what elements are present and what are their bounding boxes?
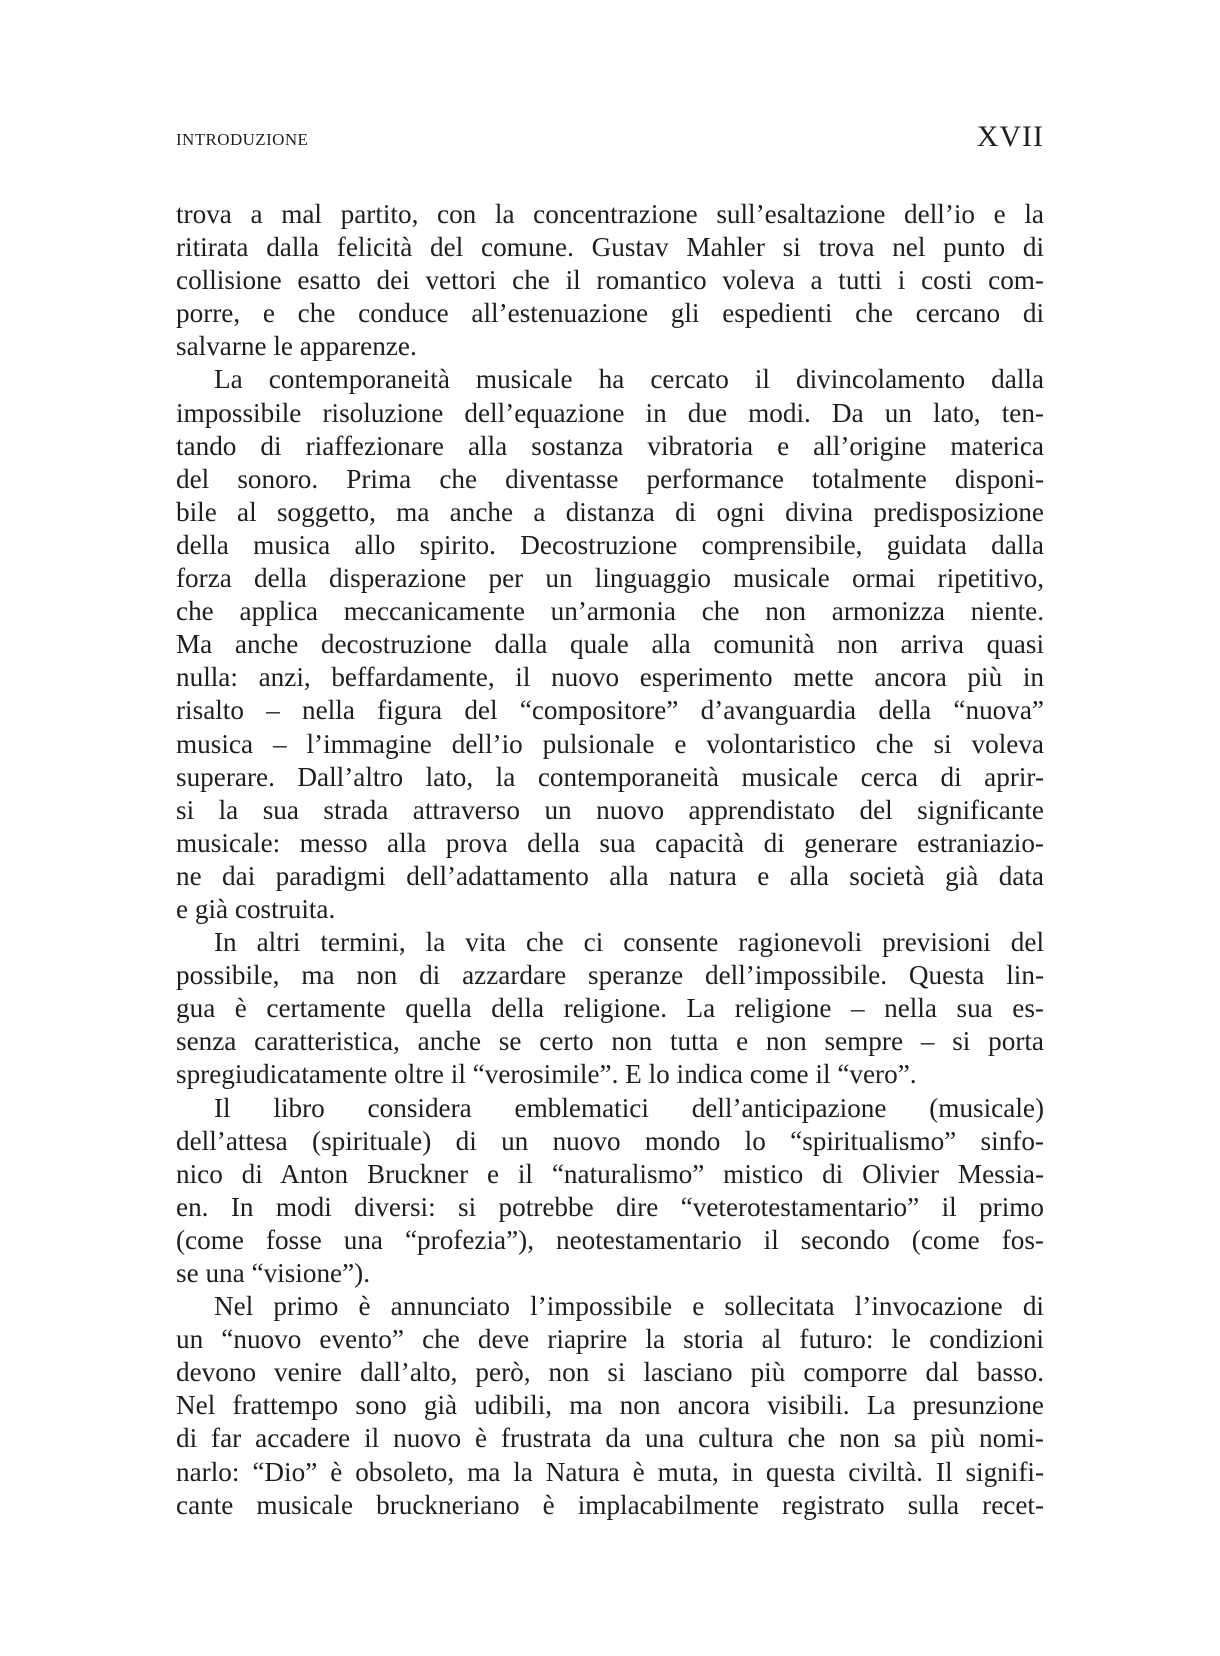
text-line: nico di Anton Bruckner e il “naturalismo” mistico di Olivier Messia-	[176, 1158, 1044, 1189]
text-line: musicale: messo alla prova della sua capacità di generare estraniazio-	[176, 827, 1044, 858]
text-line: dell’attesa (spirituale) di un nuovo mondo lo “spiritualismo” sinfo-	[176, 1125, 1044, 1156]
text-line: senza caratteristica, anche se certo non tutta e non sempre – si porta	[176, 1026, 1044, 1057]
text-line: si la sua strada attraverso un nuovo apprendistato del significante	[176, 794, 1044, 825]
text-line: salvarne le apparenze.	[176, 331, 417, 362]
text-line: se una “visione”).	[176, 1258, 371, 1288]
text-line: collisione esatto dei vettori che il romantico voleva a tutti i costi com-	[176, 265, 1044, 296]
text-line: tando di riaffezionare alla sostanza vibratoria e all’origine materica	[176, 430, 1044, 461]
text-line: che applica meccanicamente un’armonia che non armonizza niente.	[176, 596, 1044, 627]
text-line: Ma anche decostruzione dalla quale alla comunità non arriva quasi	[176, 629, 1044, 660]
text-line: cante musicale bruckneriano è implacabilmente registrato sulla recet-	[176, 1489, 1044, 1520]
text-line: superare. Dall’altro lato, la contemporaneità musicale cerca di aprir-	[176, 761, 1044, 792]
text-line: gua è certamente quella della religione. La religione – nella sua es-	[176, 993, 1044, 1024]
text-line: en. In modi diversi: si potrebbe dire “veterotestamentario” il primo	[176, 1191, 1044, 1222]
text-line: impossibile risoluzione dell’equazione in due modi. Da un lato, ten-	[176, 397, 1044, 428]
text-line: possibile, ma non di azzardare speranze dell’impossibile. Questa lin-	[176, 960, 1044, 991]
text-line: trova a mal partito, con la concentrazione sull’esaltazione dell’io e la	[176, 199, 1044, 229]
text-line: forza della disperazione per un linguaggio musicale ormai ripetitivo,	[176, 563, 1044, 594]
text-line: Nel primo è annunciato l’impossibile e sollecitata l’invocazione di	[214, 1291, 1044, 1322]
page-number: XVII	[976, 120, 1044, 153]
running-header	[176, 118, 1044, 158]
text-line: risalto – nella figura del “compositore” d’avanguardia della “nuova”	[176, 695, 1044, 726]
text-line: della musica allo spirito. Decostruzione comprensibile, guidata dalla	[176, 529, 1044, 560]
text-line: porre, e che conduce all’estenuazione gli espedienti che cercano di	[176, 298, 1044, 329]
text-line: di far accadere il nuovo è frustrata da una cultura che non sa più nomi-	[176, 1423, 1044, 1454]
text-line: del sonoro. Prima che diventasse performance totalmente disponi-	[176, 463, 1044, 494]
text-line: bile al soggetto, ma anche a distanza di ogni divina predisposizione	[176, 496, 1044, 527]
text-line: narlo: “Dio” è obsoleto, ma la Natura è muta, in questa civiltà. Il signifi-	[176, 1456, 1044, 1487]
text-line: La contemporaneità musicale ha cercato il divincolamento dalla	[214, 364, 1044, 395]
text-line: e già costruita.	[176, 893, 336, 924]
text-line: ritirata dalla felicità del comune. Gustav Mahler si trova nel punto di	[176, 232, 1044, 263]
text-line: (come fosse una “profezia”), neotestamentario il secondo (come fos-	[176, 1224, 1044, 1255]
running-title: INTRODUZIONE	[176, 130, 309, 149]
text-line: Nel frattempo sono già udibili, ma non ancora visibili. La presunzione	[176, 1390, 1044, 1421]
text-line: un “nuovo evento” che deve riaprire la storia al futuro: le condizioni	[176, 1324, 1044, 1355]
text-line: ne dai paradigmi dell’adattamento alla natura e alla società già data	[176, 860, 1044, 891]
body-text	[176, 198, 1044, 1522]
text-line: Il libro considera emblematici dell’anticipazione (musicale)	[214, 1092, 1044, 1123]
text-line: In altri termini, la vita che ci consente ragionevoli previsioni del	[214, 927, 1044, 958]
text-line: nulla: anzi, beffardamente, il nuovo esperimento mette ancora più in	[176, 662, 1044, 693]
text-line: musica – l’immagine dell’io pulsionale e volontaristico che si voleva	[176, 728, 1044, 759]
text-line: devono venire dall’alto, però, non si lasciano più comporre dal basso.	[176, 1357, 1044, 1388]
text-line: spregiudicatamente oltre il “verosimile”. E lo indica come il “vero”.	[176, 1059, 917, 1090]
